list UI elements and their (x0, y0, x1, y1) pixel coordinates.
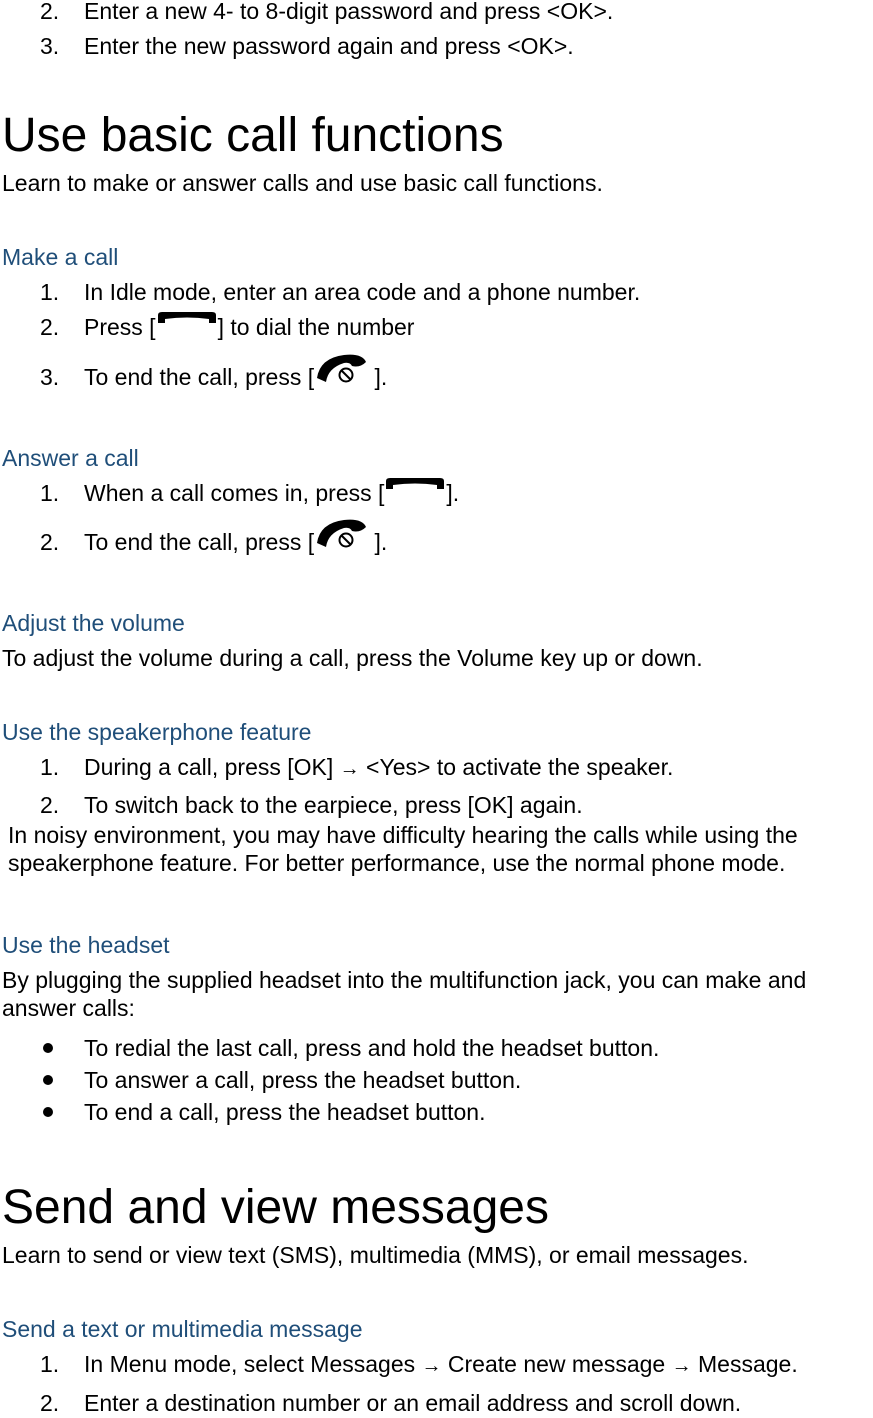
list-item: To redial the last call, press and hold the headset button. (84, 1035, 660, 1061)
step-number: 2. (40, 0, 60, 24)
arrow-icon: → (339, 758, 360, 780)
paragraph: By plugging the supplied headset into the multifunction jack, you can make and (2, 967, 807, 993)
step-text: To end the call, press [ ]. (84, 362, 387, 392)
bullet-icon (43, 1043, 53, 1053)
note-text: speakerphone feature. For better performance, use the normal phone mode. (8, 850, 786, 876)
paragraph: answer calls: (2, 995, 135, 1021)
list-item: To answer a call, press the headset button. (84, 1067, 522, 1093)
subheading-make-call: Make a call (2, 244, 119, 270)
step-number: 1. (40, 480, 60, 506)
step-text: When a call comes in, press [ ]. (84, 478, 459, 508)
subheading-headset: Use the headset (2, 932, 170, 958)
step-text: In Menu mode, select Messages → Create new message → Message. (84, 1349, 798, 1381)
send-key-icon (384, 477, 446, 499)
note-text: In noisy environment, you may have difficulty hearing the calls while using the (8, 822, 798, 848)
step-number: 2. (40, 792, 60, 818)
subheading-answer-call: Answer a call (2, 445, 139, 471)
section-intro: Learn to make or answer calls and use basic call functions. (2, 170, 603, 196)
step-text: Enter a destination number or an email address and scroll down. (84, 1390, 742, 1416)
step-text: Enter the new password again and press <OK>. (84, 33, 574, 59)
subheading-adjust-volume: Adjust the volume (2, 610, 185, 636)
list-item: To end a call, press the headset button. (84, 1099, 486, 1125)
end-key-icon (314, 352, 368, 388)
step-number: 3. (40, 364, 60, 390)
step-text: To switch back to the earpiece, press [OK] again. (84, 792, 583, 818)
step-text: In Idle mode, enter an area code and a phone number. (84, 279, 641, 305)
send-key-icon (156, 311, 218, 333)
step-text: Enter a new 4- to 8-digit password and press <OK>. (84, 0, 614, 24)
subheading-speakerphone: Use the speakerphone feature (2, 719, 312, 745)
step-number: 2. (40, 1390, 60, 1416)
step-text: Press [ ] to dial the number (84, 312, 414, 342)
step-text: To end the call, press [ ]. (84, 527, 387, 557)
arrow-icon: → (421, 1355, 442, 1377)
step-number: 3. (40, 33, 60, 59)
step-number: 1. (40, 754, 60, 780)
section-title: Send and view messages (2, 1181, 549, 1234)
arrow-icon: → (671, 1355, 692, 1377)
paragraph: To adjust the volume during a call, press the Volume key up or down. (2, 645, 703, 671)
subheading-send-message: Send a text or multimedia message (2, 1316, 363, 1342)
step-text: During a call, press [OK] → <Yes> to activate the speaker. (84, 752, 673, 784)
end-key-icon (314, 517, 368, 553)
section-title: Use basic call functions (2, 109, 504, 162)
step-number: 2. (40, 314, 60, 340)
bullet-icon (43, 1107, 53, 1117)
step-number: 1. (40, 1351, 60, 1377)
section-intro: Learn to send or view text (SMS), multimedia (MMS), or email messages. (2, 1242, 749, 1268)
step-number: 2. (40, 529, 60, 555)
step-number: 1. (40, 279, 60, 305)
bullet-icon (43, 1075, 53, 1085)
